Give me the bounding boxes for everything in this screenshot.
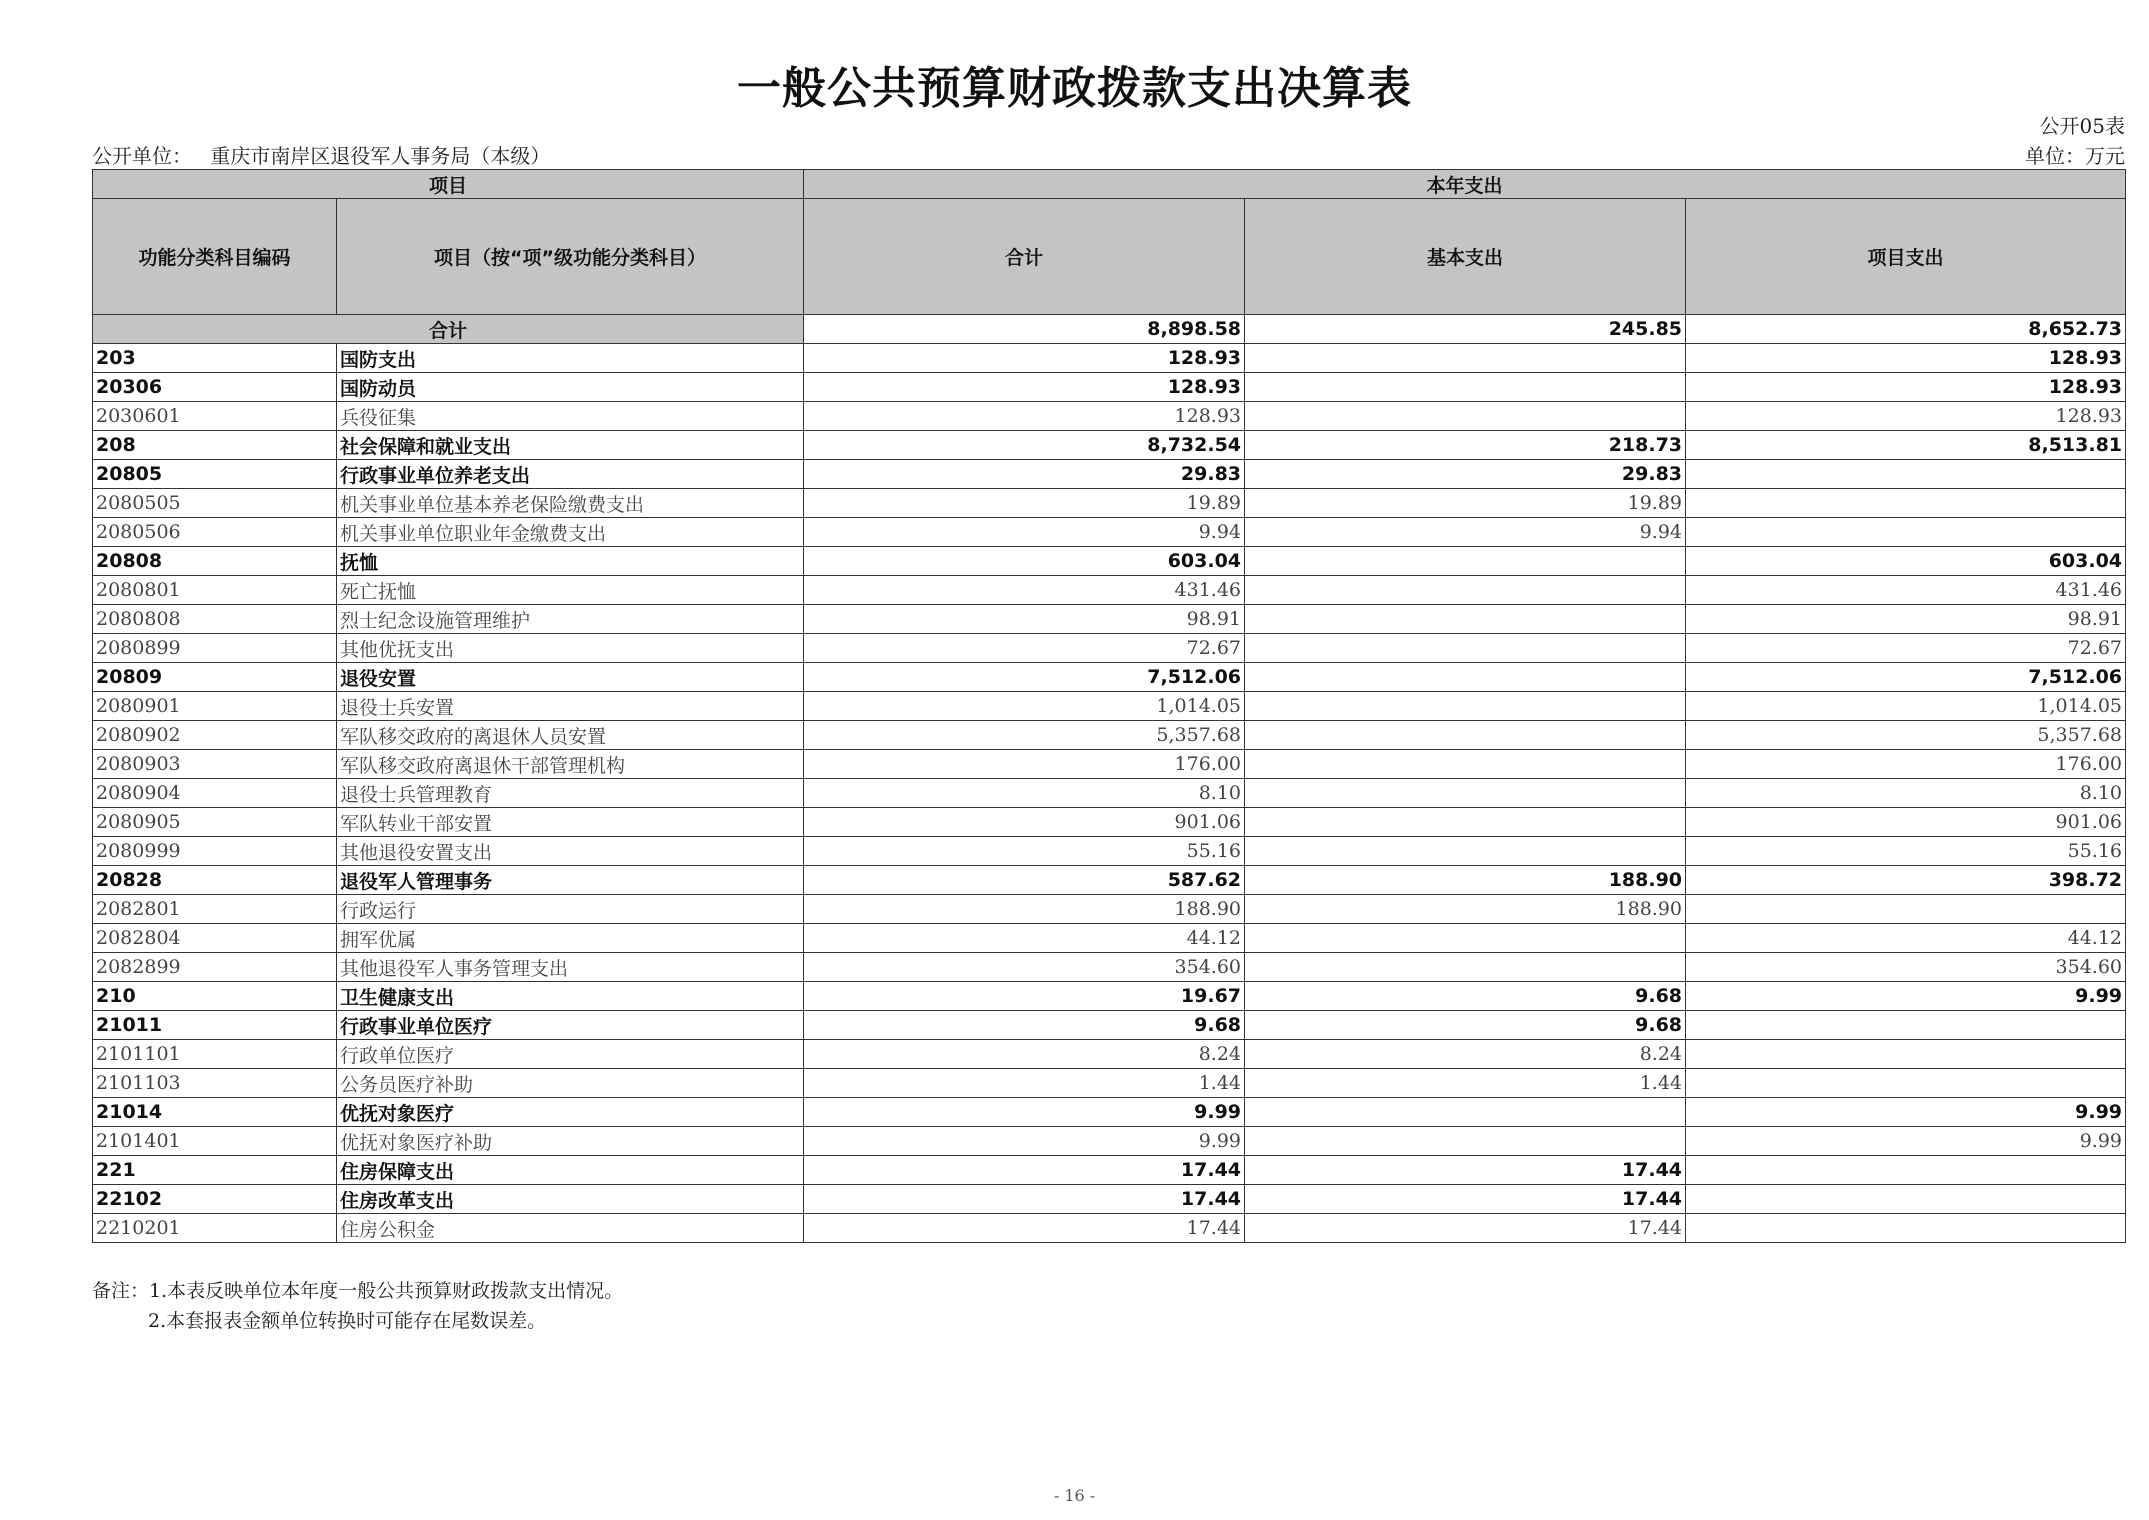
total-row-project: 8,652.73 (1686, 315, 2126, 344)
cell-name: 住房改革支出 (337, 1185, 804, 1214)
cell-total: 176.00 (804, 750, 1245, 779)
cell-code: 2080899 (93, 634, 337, 663)
notes (92, 1276, 623, 1336)
header-name: 项目（按“项”级功能分类科目） (337, 199, 804, 315)
cell-total: 55.16 (804, 837, 1245, 866)
cell-total: 188.90 (804, 895, 1245, 924)
cell-basic (1245, 663, 1686, 692)
cell-basic: 17.44 (1245, 1214, 1686, 1243)
cell-total: 128.93 (804, 402, 1245, 431)
table-row (93, 431, 2126, 460)
cell-name: 公务员医疗补助 (337, 1069, 804, 1098)
total-row-total: 8,898.58 (804, 315, 1245, 344)
cell-name: 其他退役安置支出 (337, 837, 804, 866)
cell-code: 20306 (93, 373, 337, 402)
cell-total: 98.91 (804, 605, 1245, 634)
cell-project (1686, 489, 2126, 518)
note-1: 备注：1.本表反映单位本年度一般公共预算财政拨款支出情况。 (92, 1280, 624, 1302)
cell-total: 603.04 (804, 547, 1245, 576)
cell-name: 社会保障和就业支出 (337, 431, 804, 460)
cell-code: 2080901 (93, 692, 337, 721)
cell-name: 住房保障支出 (337, 1156, 804, 1185)
cell-project: 9.99 (1686, 1098, 2126, 1127)
cell-basic (1245, 750, 1686, 779)
note-2: 2.本套报表金额单位转换时可能存在尾数误差。 (148, 1310, 547, 1332)
table-row (93, 779, 2126, 808)
table-row (93, 518, 2126, 547)
cell-project: 128.93 (1686, 344, 2126, 373)
cell-total: 19.67 (804, 982, 1245, 1011)
table-row (93, 837, 2126, 866)
cell-name: 住房公积金 (337, 1214, 804, 1243)
cell-basic (1245, 373, 1686, 402)
cell-project: 603.04 (1686, 547, 2126, 576)
cell-basic (1245, 547, 1686, 576)
cell-name: 行政事业单位养老支出 (337, 460, 804, 489)
cell-total: 431.46 (804, 576, 1245, 605)
cell-name: 国防支出 (337, 344, 804, 373)
cell-project: 72.67 (1686, 634, 2126, 663)
cell-total: 29.83 (804, 460, 1245, 489)
cell-project: 7,512.06 (1686, 663, 2126, 692)
cell-code: 21014 (93, 1098, 337, 1127)
cell-basic: 17.44 (1245, 1185, 1686, 1214)
table-row (93, 460, 2126, 489)
cell-total: 9.68 (804, 1011, 1245, 1040)
cell-code: 2080999 (93, 837, 337, 866)
table-row (93, 402, 2126, 431)
cell-total: 9.94 (804, 518, 1245, 547)
cell-total: 44.12 (804, 924, 1245, 953)
table-row (93, 1098, 2126, 1127)
money-unit: 单位：万元 (2025, 144, 2125, 168)
table-row (93, 895, 2126, 924)
table-row (93, 750, 2126, 779)
cell-basic (1245, 576, 1686, 605)
cell-code: 20809 (93, 663, 337, 692)
page-number: - 16 - (1053, 1486, 1096, 1505)
cell-project: 128.93 (1686, 402, 2126, 431)
table-row (93, 924, 2126, 953)
cell-code: 2101103 (93, 1069, 337, 1098)
cell-name: 退役军人管理事务 (337, 866, 804, 895)
cell-total: 587.62 (804, 866, 1245, 895)
reporting-unit (92, 140, 550, 169)
cell-basic (1245, 953, 1686, 982)
cell-code: 2080801 (93, 576, 337, 605)
cell-project: 398.72 (1686, 866, 2126, 895)
cell-code: 20828 (93, 866, 337, 895)
table-row (93, 692, 2126, 721)
cell-name: 退役士兵管理教育 (337, 779, 804, 808)
table-row (93, 721, 2126, 750)
cell-name: 卫生健康支出 (337, 982, 804, 1011)
cell-basic (1245, 344, 1686, 373)
table-row (93, 866, 2126, 895)
header-row-2 (93, 199, 2126, 315)
cell-basic: 8.24 (1245, 1040, 1686, 1069)
table-row (93, 808, 2126, 837)
cell-basic: 19.89 (1245, 489, 1686, 518)
table-row (93, 344, 2126, 373)
cell-basic: 1.44 (1245, 1069, 1686, 1098)
table-row (93, 547, 2126, 576)
cell-total: 128.93 (804, 373, 1245, 402)
cell-total: 72.67 (804, 634, 1245, 663)
cell-total: 8.24 (804, 1040, 1245, 1069)
table-number: 公开05表 (2039, 114, 2125, 138)
cell-basic: 218.73 (1245, 431, 1686, 460)
cell-project: 901.06 (1686, 808, 2126, 837)
table-row (93, 1185, 2126, 1214)
cell-basic: 188.90 (1245, 866, 1686, 895)
cell-name: 其他优抚支出 (337, 634, 804, 663)
cell-code: 203 (93, 344, 337, 373)
cell-basic (1245, 837, 1686, 866)
cell-name: 抚恤 (337, 547, 804, 576)
cell-name: 机关事业单位职业年金缴费支出 (337, 518, 804, 547)
cell-project: 55.16 (1686, 837, 2126, 866)
cell-code: 2080904 (93, 779, 337, 808)
table-row (93, 576, 2126, 605)
header-current-year: 本年支出 (804, 170, 2126, 199)
cell-total: 19.89 (804, 489, 1245, 518)
cell-basic: 9.94 (1245, 518, 1686, 547)
cell-code: 2080506 (93, 518, 337, 547)
cell-code: 2101401 (93, 1127, 337, 1156)
cell-name: 行政单位医疗 (337, 1040, 804, 1069)
table-row (93, 373, 2126, 402)
total-row-label: 合计 (93, 315, 804, 344)
cell-name: 行政运行 (337, 895, 804, 924)
header-basic: 基本支出 (1245, 199, 1686, 315)
table-row (93, 605, 2126, 634)
cell-code: 2080902 (93, 721, 337, 750)
cell-code: 2101101 (93, 1040, 337, 1069)
cell-project: 8,513.81 (1686, 431, 2126, 460)
cell-project: 98.91 (1686, 605, 2126, 634)
header-row-1 (93, 170, 2126, 199)
cell-project (1686, 1185, 2126, 1214)
cell-code: 2082801 (93, 895, 337, 924)
header-total: 合计 (804, 199, 1245, 315)
total-row (93, 315, 2126, 344)
cell-basic (1245, 924, 1686, 953)
cell-basic: 29.83 (1245, 460, 1686, 489)
cell-basic (1245, 692, 1686, 721)
cell-code: 2210201 (93, 1214, 337, 1243)
reporting-unit-label: 公开单位： (92, 144, 192, 168)
cell-code: 221 (93, 1156, 337, 1185)
cell-total: 9.99 (804, 1127, 1245, 1156)
cell-code: 22102 (93, 1185, 337, 1214)
cell-project (1686, 1011, 2126, 1040)
cell-code: 2080903 (93, 750, 337, 779)
cell-name: 烈士纪念设施管理维护 (337, 605, 804, 634)
table-row (93, 1040, 2126, 1069)
table-row (93, 1156, 2126, 1185)
cell-basic (1245, 721, 1686, 750)
table-row (93, 982, 2126, 1011)
cell-name: 其他退役军人事务管理支出 (337, 953, 804, 982)
cell-total: 17.44 (804, 1185, 1245, 1214)
cell-total: 9.99 (804, 1098, 1245, 1127)
page-title: 一般公共预算财政拨款支出决算表 (737, 63, 1412, 114)
cell-total: 17.44 (804, 1214, 1245, 1243)
cell-name: 军队转业干部安置 (337, 808, 804, 837)
cell-name: 机关事业单位基本养老保险缴费支出 (337, 489, 804, 518)
reporting-unit-name: 重庆市南岸区退役军人事务局（本级） (210, 144, 551, 168)
cell-basic: 9.68 (1245, 982, 1686, 1011)
cell-project (1686, 1214, 2126, 1243)
cell-name: 军队移交政府的离退休人员安置 (337, 721, 804, 750)
cell-name: 死亡抚恤 (337, 576, 804, 605)
cell-total: 7,512.06 (804, 663, 1245, 692)
cell-code: 21011 (93, 1011, 337, 1040)
cell-total: 354.60 (804, 953, 1245, 982)
cell-project: 431.46 (1686, 576, 2126, 605)
table-row (93, 953, 2126, 982)
cell-basic: 17.44 (1245, 1156, 1686, 1185)
table-row (93, 489, 2126, 518)
cell-name: 退役安置 (337, 663, 804, 692)
cell-project: 9.99 (1686, 982, 2126, 1011)
table-row (93, 663, 2126, 692)
cell-project (1686, 460, 2126, 489)
cell-total: 901.06 (804, 808, 1245, 837)
cell-project: 176.00 (1686, 750, 2126, 779)
cell-name: 拥军优属 (337, 924, 804, 953)
cell-total: 5,357.68 (804, 721, 1245, 750)
cell-project (1686, 1069, 2126, 1098)
cell-basic (1245, 402, 1686, 431)
header-code: 功能分类科目编码 (93, 199, 337, 315)
header-item: 项目 (93, 170, 804, 199)
cell-code: 208 (93, 431, 337, 460)
cell-total: 8.10 (804, 779, 1245, 808)
table-row (93, 1127, 2126, 1156)
expenditure-table (92, 169, 2126, 1243)
cell-project: 5,357.68 (1686, 721, 2126, 750)
cell-code: 2080808 (93, 605, 337, 634)
total-row-basic: 245.85 (1245, 315, 1686, 344)
cell-basic: 9.68 (1245, 1011, 1686, 1040)
cell-total: 1.44 (804, 1069, 1245, 1098)
cell-name: 优抚对象医疗 (337, 1098, 804, 1127)
cell-name: 军队移交政府离退休干部管理机构 (337, 750, 804, 779)
cell-name: 优抚对象医疗补助 (337, 1127, 804, 1156)
cell-name: 兵役征集 (337, 402, 804, 431)
cell-project (1686, 1156, 2126, 1185)
cell-basic (1245, 808, 1686, 837)
cell-code: 2080905 (93, 808, 337, 837)
cell-basic (1245, 1098, 1686, 1127)
cell-basic (1245, 779, 1686, 808)
cell-code: 2082804 (93, 924, 337, 953)
cell-code: 210 (93, 982, 337, 1011)
unit-info-row (92, 140, 2125, 168)
cell-total: 8,732.54 (804, 431, 1245, 460)
header-project: 项目支出 (1686, 199, 2126, 315)
table-row (93, 1214, 2126, 1243)
cell-project: 354.60 (1686, 953, 2126, 982)
cell-code: 20805 (93, 460, 337, 489)
cell-basic (1245, 605, 1686, 634)
cell-name: 行政事业单位医疗 (337, 1011, 804, 1040)
cell-project (1686, 1040, 2126, 1069)
cell-project: 8.10 (1686, 779, 2126, 808)
cell-code: 2082899 (93, 953, 337, 982)
cell-code: 2030601 (93, 402, 337, 431)
cell-project: 1,014.05 (1686, 692, 2126, 721)
cell-basic (1245, 1127, 1686, 1156)
cell-basic (1245, 634, 1686, 663)
table-row (93, 1011, 2126, 1040)
cell-total: 128.93 (804, 344, 1245, 373)
table-row (93, 1069, 2126, 1098)
cell-project (1686, 895, 2126, 924)
cell-total: 1,014.05 (804, 692, 1245, 721)
cell-basic: 188.90 (1245, 895, 1686, 924)
cell-project: 44.12 (1686, 924, 2126, 953)
cell-project: 9.99 (1686, 1127, 2126, 1156)
cell-project: 128.93 (1686, 373, 2126, 402)
cell-name: 退役士兵安置 (337, 692, 804, 721)
cell-project (1686, 518, 2126, 547)
table-row (93, 634, 2126, 663)
cell-total: 17.44 (804, 1156, 1245, 1185)
cell-code: 20808 (93, 547, 337, 576)
cell-code: 2080505 (93, 489, 337, 518)
cell-name: 国防动员 (337, 373, 804, 402)
